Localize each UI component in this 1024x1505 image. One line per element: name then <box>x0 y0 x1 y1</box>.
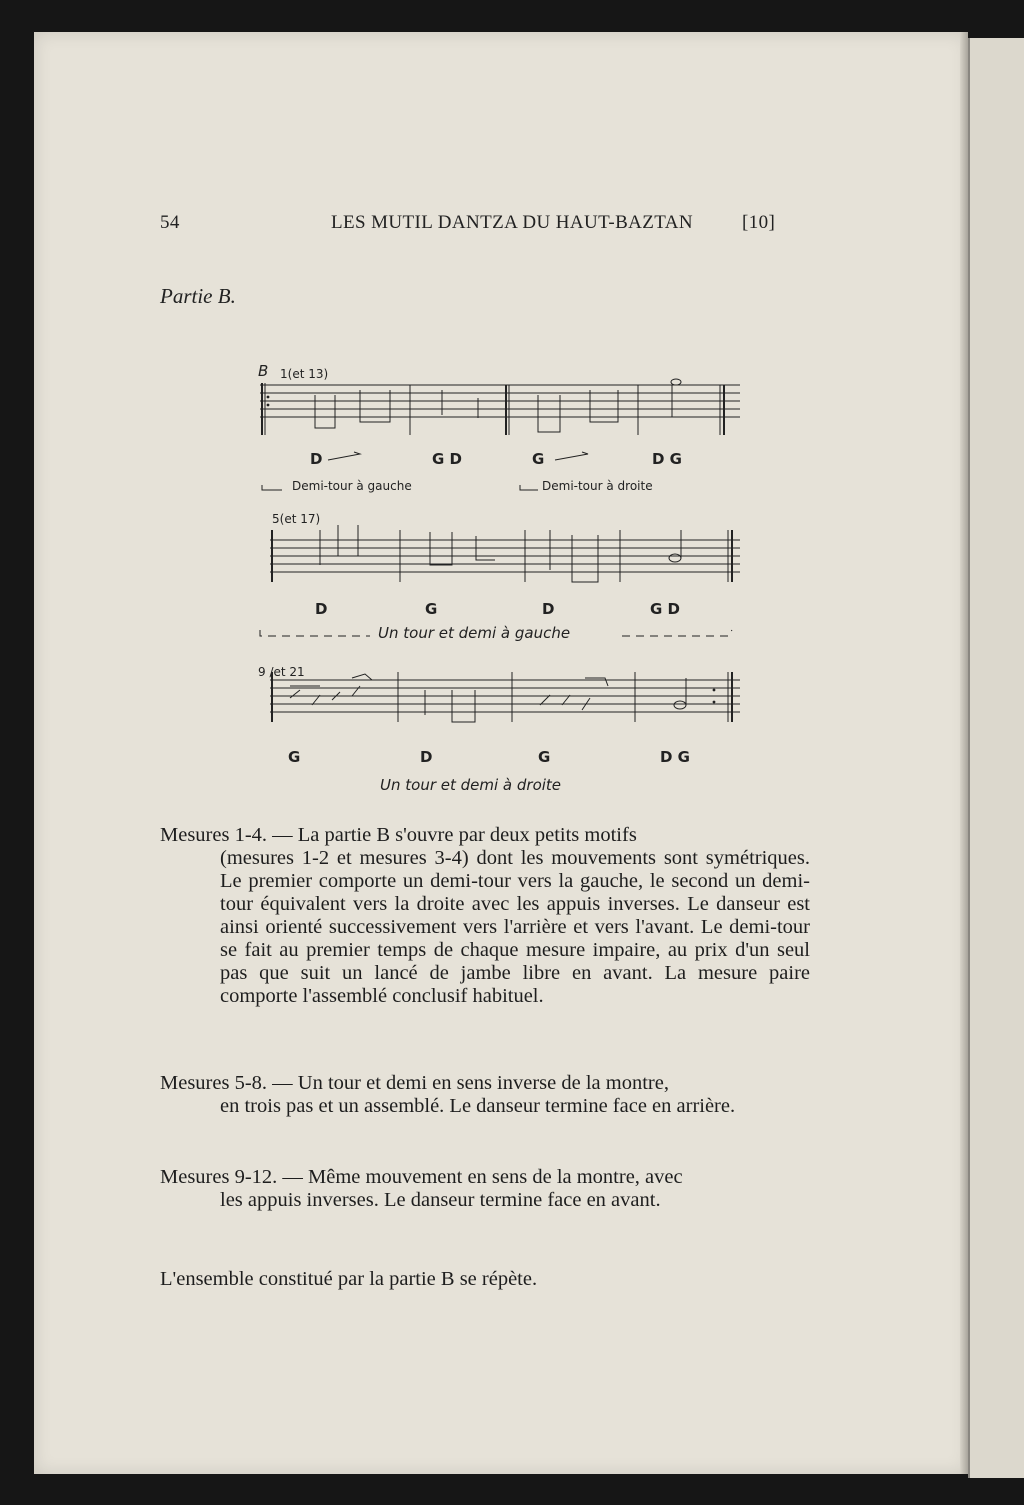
paragraph-2-body: en trois pas et un assemblé. Le danseur termine face en arrière. <box>220 1095 736 1117</box>
row1-measure-label: 1(et 13) <box>280 367 329 381</box>
next-page-edge <box>968 38 1024 1478</box>
section-title: Partie B. <box>160 284 236 308</box>
row3-step-1: G <box>288 748 301 766</box>
paragraph-ensemble <box>160 1268 810 1291</box>
staff-row-3 <box>270 672 740 722</box>
section-number: [10] <box>742 212 776 233</box>
dance-notation <box>220 360 760 800</box>
row3-step-3: G <box>538 748 551 766</box>
row3-step-2: D <box>420 748 433 766</box>
row2-step-4: G D <box>650 600 680 618</box>
page-number: 54 <box>160 212 180 233</box>
running-title: LES MUTIL DANTZA DU HAUT-BAZTAN <box>331 212 693 233</box>
paragraph-1-lead: Mesures 1-4. — La partie B s'ouvre par deux petits motifs <box>160 824 637 846</box>
row3-step-4: D G <box>660 748 690 766</box>
paragraph-3-body: les appuis inverses. Le danseur termine face en avant. <box>220 1189 661 1211</box>
notation-figure <box>220 360 760 800</box>
paragraph-4-lead: L'ensemble constitué par la partie B se répète. <box>160 1268 538 1290</box>
staff-row-1 <box>260 379 740 435</box>
row1-turn-left: Demi-tour à gauche <box>292 479 412 493</box>
row3-turn: Un tour et demi à droite <box>380 776 562 794</box>
row1-step-1: D <box>310 450 323 468</box>
paragraph-mesures-1-4 <box>160 824 810 1008</box>
row1-turn-right: Demi-tour à droite <box>542 479 653 493</box>
row3-measure-label: 9 /et 21 <box>258 665 305 679</box>
row2-turn: Un tour et demi à gauche <box>378 624 571 642</box>
paragraph-3-lead: Mesures 9-12. — Même mouvement en sens de la montre, avec <box>160 1166 683 1188</box>
page-gutter <box>960 32 968 1474</box>
row2-measure-label: 5(et 17) <box>272 512 321 526</box>
row2-step-1: D <box>315 600 328 618</box>
paragraph-2-lead: Mesures 5-8. — Un tour et demi en sens inverse de la montre, <box>160 1072 669 1094</box>
row2-step-3: D <box>542 600 555 618</box>
row1-step-2: G D <box>432 450 462 468</box>
row1-b-label: B <box>258 362 269 380</box>
row1-step-3: G <box>532 450 545 468</box>
row2-step-2: G <box>425 600 438 618</box>
staff-row-2 <box>270 525 740 582</box>
row1-step-4: D G <box>652 450 682 468</box>
paragraph-mesures-5-8 <box>160 1072 810 1118</box>
paragraph-1-body: (mesures 1-2 et mesures 3-4) dont les mouvements sont symétriques. Le premier comporte un demi-tour vers la gauche, le second un demi-tour équivalent vers la droite avec les appuis inverses. Le danseur est ainsi orienté successivement vers l'arrière et vers l'avant. Le demi-tour se fait au premier temps de chaque mesure impaire, au prix d'un seul pas que suit un lancé de jambe libre en avant. La mesure paire comporte l'assemblé conclusif habituel. <box>220 847 810 1007</box>
paragraph-mesures-9-12 <box>160 1166 810 1212</box>
